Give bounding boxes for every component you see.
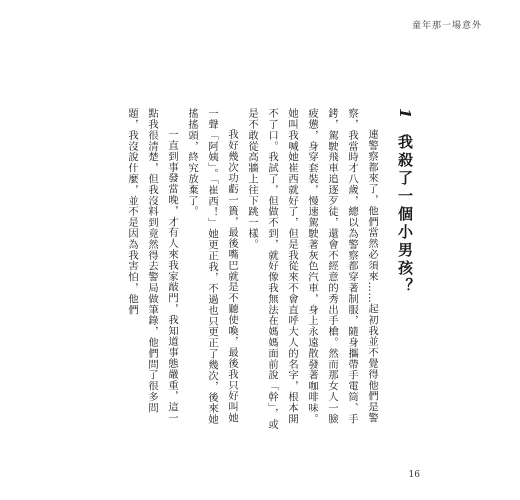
running-head: 童年那一場意外 [411,21,482,31]
paragraph: 連警察都來了，他們當然必須來……起初我並不覺得他們是警察，我當時才八歲，總以為警察都穿著制服，隨身攜帶手電筒、手銬，駕駛飛車追逐歹徒，還會不經意的秀出手槍。然而那女人一臉疲憊，身穿套裝，慢速駕駛著灰色汽車，身上永遠散發著咖啡味。她叫我喊她崔西就好了，但是我從來不會直呼大人的名字，根本開不了口。我試了，但做不到，就好像我無法在媽媽面前說「幹」，或是不敢從高牆上往下跳一樣。 [246,108,378,430]
page-number: 16 [408,470,420,480]
paragraph: 我好幾次功虧一簣，最後嘴巴就是不聽使喚，最後我只好叫她一聲「阿姨」。「崔西！」她更正我，不過也只更正了幾次，後來她搖搖頭，終究放棄了。 [186,108,238,425]
body-text [82,108,382,430]
paragraph: 一直到事發當晚，才有人來我家敲門，我知道事態嚴重，這一點我很清楚，但我沒料到竟然得去警局做筆錄，他們問了很多問題，我沒說什麼，並不是因為我害怕，他們 [126,108,178,423]
chapter-number: 1 [396,108,414,122]
chapter-title-text: 我殺了一個小男孩？ [396,133,414,296]
chapter-title [397,108,412,296]
